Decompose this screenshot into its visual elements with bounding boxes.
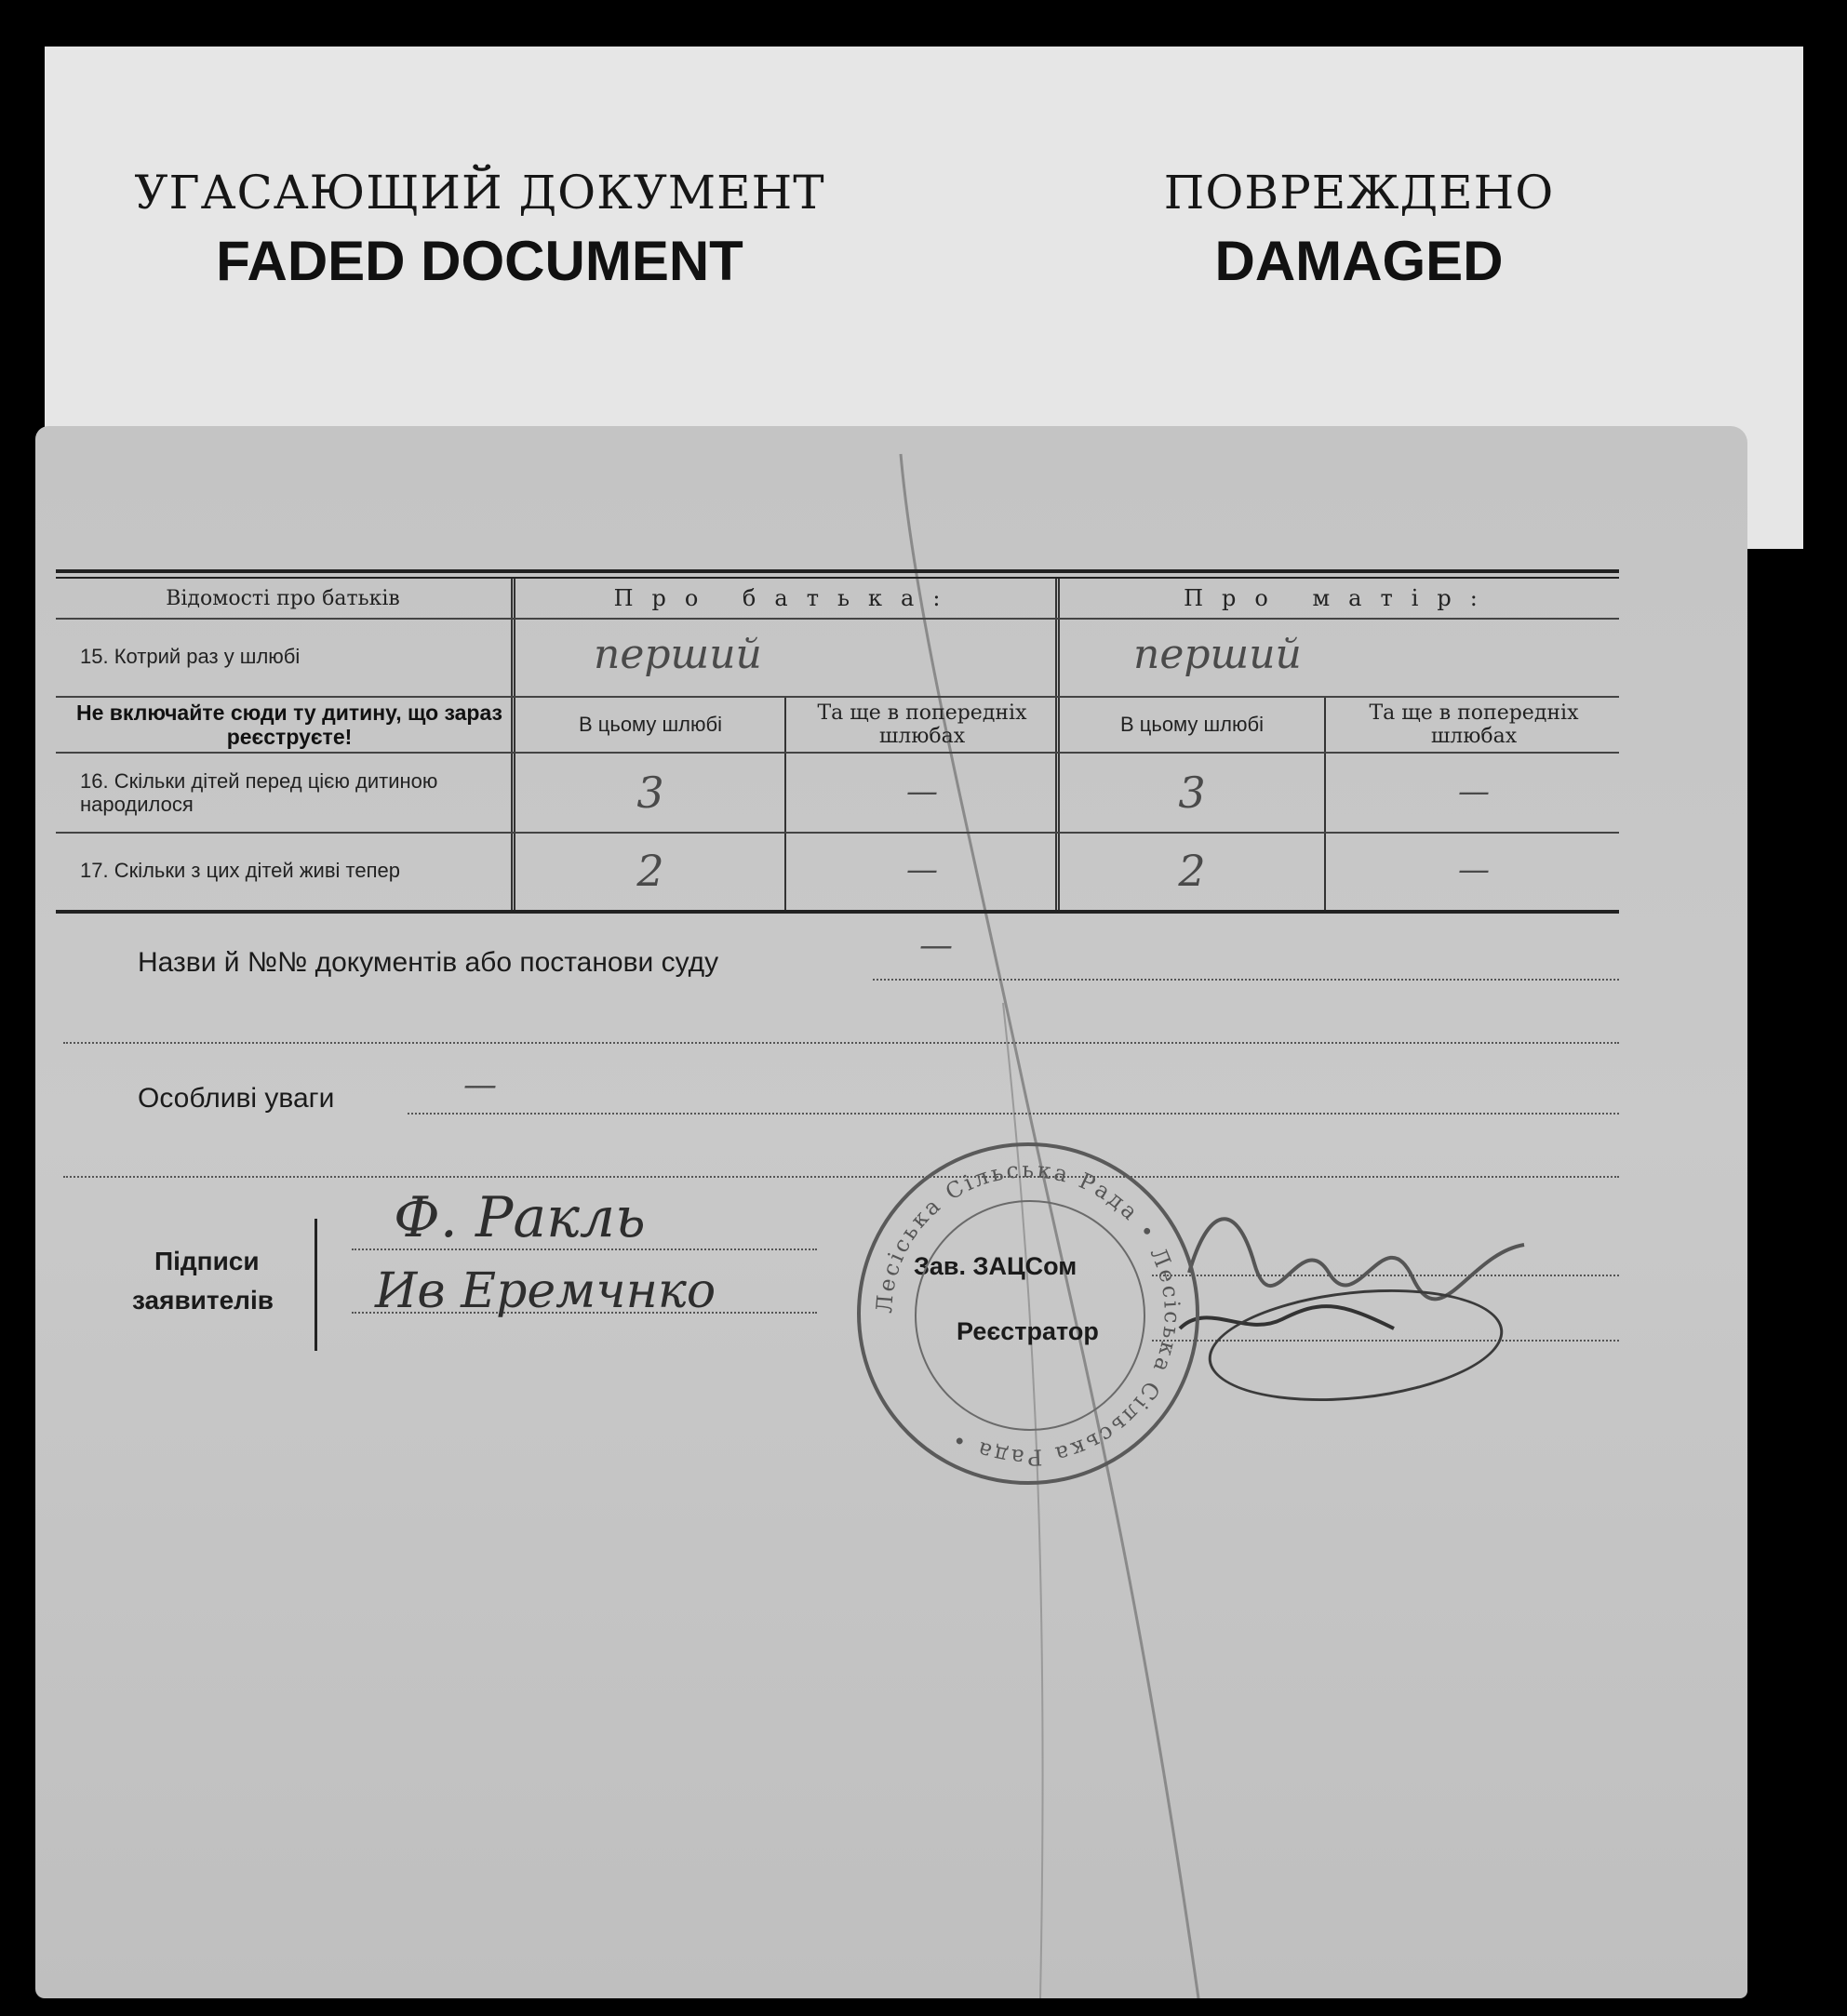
row-16-label: 16. Скільки дітей перед цією дитиною народилося: [80, 768, 438, 816]
notes-line-2: [63, 1176, 1619, 1178]
faded-document-ru: УГАСАЮЩИЙ ДОКУМЕНТ: [134, 166, 825, 220]
official-stamp: [857, 1142, 1199, 1485]
row-15-label: 15. Котрий раз у шлюбі: [80, 645, 301, 669]
row-16-father-prev: —: [906, 773, 938, 811]
notes-label: Особливі уваги: [138, 1083, 335, 1114]
registration-form-page: [35, 426, 1747, 1998]
mother-this-marriage-header: В цьому шлюбі: [1119, 713, 1265, 737]
row-17-label: 17. Скільки з цих дітей живі тепер: [80, 859, 400, 883]
row-15-mother-value: перший: [1133, 631, 1302, 678]
row-17-father-this: 2: [636, 845, 664, 896]
row-16-mother-this: 3: [1178, 767, 1206, 818]
column-divider-4: [1324, 698, 1326, 910]
documents-line-1: [873, 979, 1619, 981]
documents-line-2: [63, 1042, 1619, 1044]
svg-text:Лесіська Сільська Рада • Лесіс: Лесіська Сільська Рада • Лесіська Сільська Рада •: [870, 1156, 1185, 1471]
row-17-father-prev: —: [906, 851, 938, 889]
column-divider-2: [1055, 579, 1060, 910]
row-16-father-this: 3: [636, 767, 664, 818]
applicant1-signature: Ф. Ракль: [394, 1185, 646, 1250]
documents-label: Назви й №№ документів або постанови суду: [138, 947, 719, 978]
column-divider-1: [511, 579, 515, 910]
table-bottom-rule: [56, 910, 1619, 914]
mother-header: Про матір:: [1184, 585, 1496, 612]
father-this-marriage-header: В цьому шлюбі: [578, 713, 723, 737]
table-top-rule-2: [56, 577, 1619, 579]
applicant2-signature: Ив Еремчнко: [375, 1263, 716, 1319]
damaged-ru: ПОВРЕЖДЕНО: [1163, 166, 1555, 220]
signatures-brace: [315, 1219, 336, 1351]
father-header: Про батька:: [613, 585, 959, 612]
parents-info-header: Відомості про батьків: [166, 587, 400, 611]
exclude-child-notice: Не включайте сюди ту дитину, що зараз реєструєте!: [75, 700, 502, 749]
row-15-father-value: перший: [594, 631, 762, 678]
notes-line-1: [408, 1113, 1619, 1115]
stamp-lettering: [861, 1146, 1196, 1481]
father-prev-marriages-header: Та ще в попередніх шлюбах: [817, 701, 1027, 748]
row-17-mother-this: 2: [1178, 845, 1206, 896]
mother-prev-marriages-header: Та ще в попередніх шлюбах: [1369, 701, 1579, 748]
documents-value: —: [919, 927, 953, 965]
notes-value: —: [463, 1066, 497, 1104]
table-top-rule: [56, 569, 1619, 573]
zags-head-label: Зав. ЗАЦСом: [914, 1252, 1077, 1280]
column-divider-3: [784, 698, 786, 910]
faded-document-en: FADED DOCUMENT: [216, 230, 743, 292]
signatures-label-1: Підписи: [154, 1247, 260, 1275]
registrar-label: Реєстратор: [957, 1317, 1099, 1345]
signatures-label-2: заявителів: [132, 1286, 274, 1315]
row-17-mother-prev: —: [1458, 851, 1490, 889]
row-16-mother-prev: —: [1458, 773, 1490, 811]
damaged-en: DAMAGED: [1214, 230, 1504, 292]
